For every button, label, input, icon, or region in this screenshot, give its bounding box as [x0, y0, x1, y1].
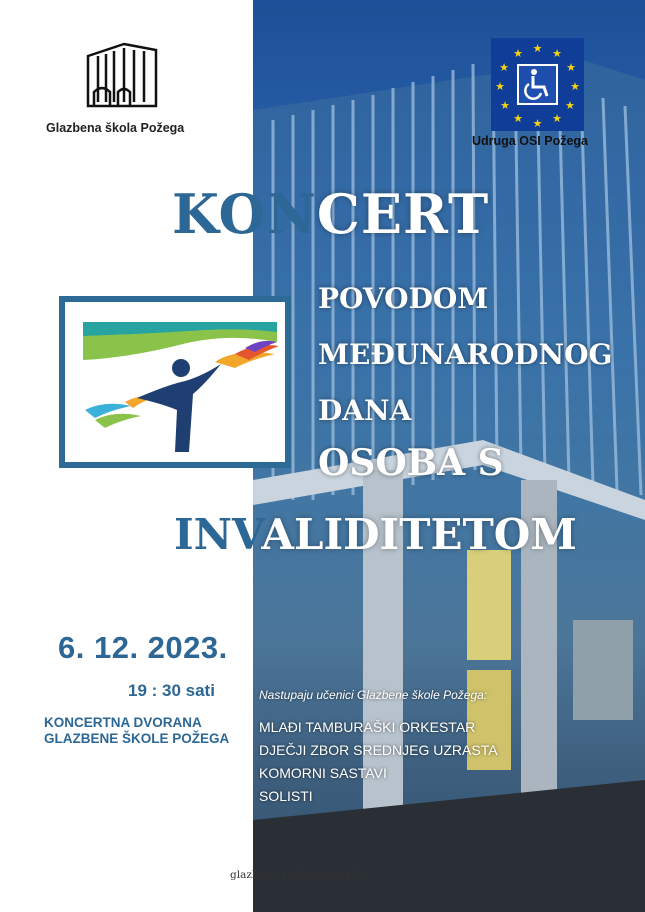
- title-line-osoba-s: OSOBA S: [318, 442, 504, 484]
- performer-item: MLAĐI TAMBURAŠKI ORKESTAR: [259, 719, 476, 735]
- dancing-figure-icon: [65, 302, 285, 462]
- program-intro: Nastupaju učenici Glazbene škole Požega:: [259, 688, 488, 702]
- school-building-icon: [84, 40, 160, 112]
- event-logo-frame: [59, 296, 291, 468]
- svg-text:★: ★: [552, 113, 562, 125]
- svg-text:★: ★: [552, 48, 562, 60]
- svg-text:★: ★: [532, 118, 543, 130]
- svg-text:★: ★: [500, 100, 510, 112]
- svg-text:★: ★: [495, 81, 505, 93]
- svg-text:★: ★: [499, 62, 509, 74]
- title-line-medunarodnog: MEĐUNARODNOG: [318, 338, 613, 371]
- svg-text:★: ★: [570, 81, 580, 93]
- svg-text:★: ★: [532, 43, 543, 55]
- title-invaliditetom-rest: ALIDITETOM: [261, 510, 577, 559]
- title-invaliditetom: [174, 510, 577, 559]
- title-invaliditetom-highlight: INV: [174, 510, 262, 559]
- event-date: 6. 12. 2023.: [58, 630, 228, 665]
- svg-text:★: ★: [566, 62, 576, 74]
- performer-item: KOMORNI SASTAVI: [259, 765, 387, 781]
- event-time: 19 : 30 sati: [128, 681, 215, 700]
- performer-item: SOLISTI: [259, 788, 313, 804]
- svg-text:★: ★: [513, 113, 523, 125]
- title-line-povodom: POVODOM: [318, 282, 489, 315]
- title-line-dana: DANA: [318, 394, 412, 427]
- eu-stars-icon: [491, 38, 584, 131]
- event-venue-line1: KONCERTNA DVORANA: [44, 715, 202, 730]
- title-koncert: [172, 182, 489, 246]
- school-logo: [84, 40, 160, 112]
- title-koncert-rest: CERT: [316, 182, 490, 246]
- performer-list: [259, 716, 498, 808]
- website-link[interactable]: glazbena-skola-pozega.hr: [230, 869, 366, 881]
- event-logo: [65, 302, 285, 462]
- partner-name: Udruga OSI Požega: [472, 134, 588, 148]
- title-koncert-highlight: KON: [172, 182, 317, 246]
- svg-text:★: ★: [565, 100, 575, 112]
- osi-logo: [491, 38, 584, 131]
- performer-item: DJEČJI ZBOR SREDNJEG UZRASTA: [259, 742, 498, 758]
- school-name: Glazbena škola Požega: [46, 121, 185, 135]
- svg-text:★: ★: [513, 48, 523, 60]
- event-venue-line2: GLAZBENE ŠKOLE POŽEGA: [44, 731, 230, 746]
